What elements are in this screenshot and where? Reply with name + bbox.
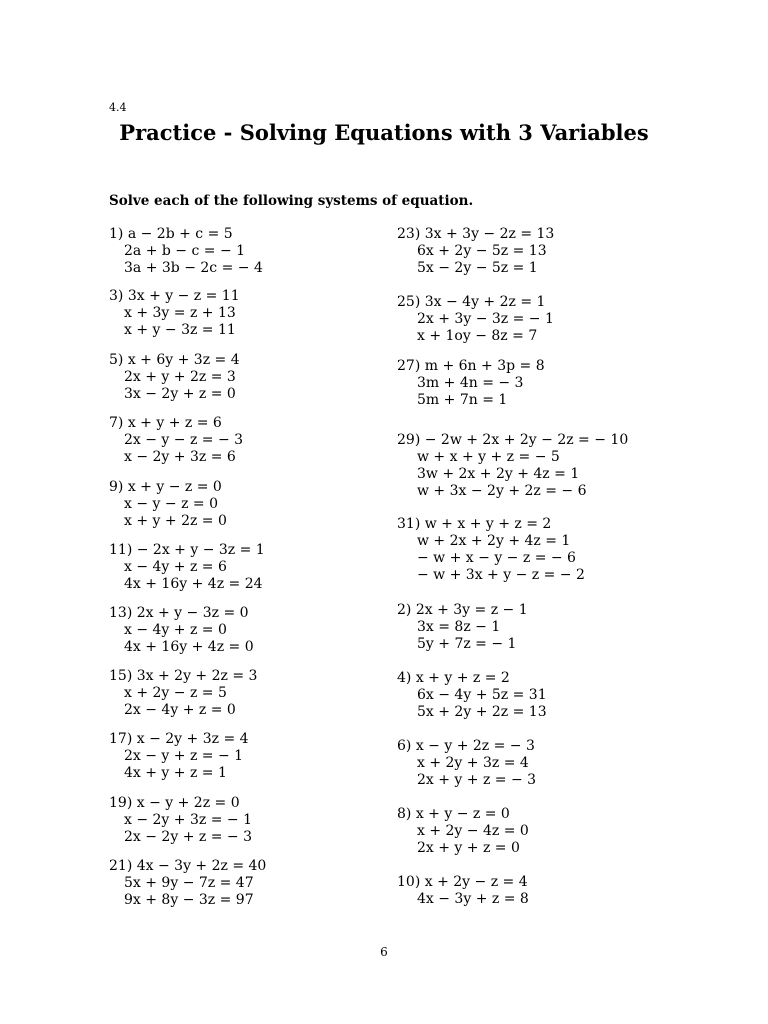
equation-line <box>397 772 717 789</box>
equation-line <box>109 305 429 322</box>
problem-number: 15) <box>109 668 133 684</box>
equation-line <box>397 823 717 840</box>
equation-text: 3x − 4y + 2z = 1 <box>424 294 546 310</box>
equation-line <box>109 288 429 305</box>
equation-line <box>397 516 717 533</box>
equation-line <box>397 891 717 908</box>
problem-29 <box>397 432 717 500</box>
equation-line <box>109 559 429 576</box>
equation-line <box>397 619 717 636</box>
equation-line <box>109 875 429 892</box>
equation-text: 2x + y + z = − 3 <box>417 772 537 788</box>
equation-text: 3w + 2x + 2y + 4z = 1 <box>417 466 580 482</box>
equation-line <box>109 702 429 719</box>
problem-number: 23) <box>397 226 421 242</box>
equation-line <box>109 432 429 449</box>
equation-line <box>109 639 429 656</box>
equation-text: 2x + y − 3z = 0 <box>136 605 249 621</box>
problem-15 <box>109 668 429 719</box>
problem-number: 11) <box>109 542 133 558</box>
equation-line <box>397 840 717 857</box>
problem-13 <box>109 605 429 656</box>
equation-text: − w + x − y − z = − 6 <box>417 550 576 566</box>
equation-text: − 2w + 2x + 2y − 2z = − 10 <box>424 432 629 448</box>
equation-line <box>397 226 717 243</box>
equation-text: 2x − 4y + z = 0 <box>124 702 236 718</box>
problem-number: 27) <box>397 358 421 374</box>
equation-line <box>397 874 717 891</box>
problem-8 <box>397 806 717 857</box>
equation-line <box>109 576 429 593</box>
equation-line <box>109 449 429 466</box>
equation-text: w + x + y + z = 2 <box>424 516 552 532</box>
problem-number: 25) <box>397 294 421 310</box>
equation-line <box>397 738 717 755</box>
equation-line <box>109 622 429 639</box>
problem-number: 17) <box>109 731 133 747</box>
equation-text: 4x − 3y + z = 8 <box>417 891 529 907</box>
problem-number: 29) <box>397 432 421 448</box>
equation-text: 5x + 2y + 2z = 13 <box>417 704 547 720</box>
equation-line <box>109 226 429 243</box>
problem-number: 1) <box>109 226 124 242</box>
equation-text: x + 2y + 3z = 4 <box>417 755 529 771</box>
equation-text: x − 2y + 3z = 6 <box>124 449 236 465</box>
equation-line <box>109 496 429 513</box>
equation-text: 2x + y + 2z = 3 <box>124 369 236 385</box>
equation-text: x + 1oy − 8z = 7 <box>417 328 538 344</box>
equation-line <box>109 369 429 386</box>
equation-text: 2x − 2y + z = − 3 <box>124 829 252 845</box>
equation-text: 2a + b − c = − 1 <box>124 243 246 259</box>
equation-text: x + y + z = 6 <box>127 415 222 431</box>
equation-text: x + 2y − 4z = 0 <box>417 823 529 839</box>
equation-line <box>397 567 717 584</box>
problem-number: 4) <box>397 670 412 686</box>
equation-text: a − 2b + c = 5 <box>127 226 233 242</box>
equation-line <box>397 755 717 772</box>
equation-text: x + y + 2z = 0 <box>124 513 227 529</box>
equation-text: − 2x + y − 3z = 1 <box>136 542 265 558</box>
equation-line <box>109 829 429 846</box>
equation-line <box>397 466 717 483</box>
problem-23 <box>397 226 717 277</box>
equation-text: x + 2y − z = 4 <box>424 874 528 890</box>
equation-text: x + y − 3z = 11 <box>124 322 236 338</box>
equation-text: x − y + 2z = 0 <box>136 795 240 811</box>
equation-text: x + y − z = 0 <box>127 479 222 495</box>
problem-number: 5) <box>109 352 124 368</box>
equation-line <box>397 243 717 260</box>
equation-line <box>397 260 717 277</box>
equation-line <box>397 311 717 328</box>
equation-text: 5x − 2y − 5z = 1 <box>417 260 538 276</box>
equation-line <box>397 392 717 409</box>
equation-text: 5m + 7n = 1 <box>417 392 508 408</box>
equation-line <box>109 812 429 829</box>
equation-line <box>109 386 429 403</box>
equation-text: x − 2y + 3z = 4 <box>136 731 249 747</box>
equation-line <box>109 542 429 559</box>
equation-line <box>109 243 429 260</box>
problem-number: 9) <box>109 479 124 495</box>
problem-21 <box>109 858 429 909</box>
equation-text: 3x + 2y + 2z = 3 <box>136 668 258 684</box>
equation-line <box>109 415 429 432</box>
problem-10 <box>397 874 717 908</box>
equation-line <box>397 483 717 500</box>
equation-text: 3a + 3b − 2c = − 4 <box>124 260 263 276</box>
equation-text: 3m + 4n = − 3 <box>417 375 524 391</box>
equation-line <box>397 449 717 466</box>
equation-line <box>109 605 429 622</box>
equation-line <box>109 795 429 812</box>
problem-number: 13) <box>109 605 133 621</box>
equation-line <box>109 479 429 496</box>
equation-line <box>109 858 429 875</box>
equation-text: 3x − 2y + z = 0 <box>124 386 236 402</box>
equation-text: 2x + y + z = 0 <box>417 840 520 856</box>
problem-5 <box>109 352 429 403</box>
equation-text: 3x + y − z = 11 <box>127 288 240 304</box>
equation-text: 4x + 16y + 4z = 0 <box>124 639 254 655</box>
equation-text: w + x + y + z = − 5 <box>417 449 560 465</box>
problem-number: 10) <box>397 874 421 890</box>
equation-text: x − 4y + z = 6 <box>124 559 227 575</box>
problem-1 <box>109 226 429 277</box>
problem-number: 19) <box>109 795 133 811</box>
equation-text: 4x − 3y + 2z = 40 <box>136 858 267 874</box>
equation-text: x − 4y + z = 0 <box>124 622 227 638</box>
equation-line <box>109 668 429 685</box>
equation-text: − w + 3x + y − z = − 2 <box>417 567 585 583</box>
equation-text: 2x − y − z = − 3 <box>124 432 244 448</box>
equation-line <box>109 765 429 782</box>
section-number: 4.4 <box>109 101 127 114</box>
problem-7 <box>109 415 429 466</box>
equation-line <box>397 533 717 550</box>
equation-line <box>109 892 429 909</box>
equation-line <box>109 260 429 277</box>
equation-line <box>397 328 717 345</box>
equation-line <box>109 513 429 530</box>
equation-text: 2x + 3y − 3z = − 1 <box>417 311 554 327</box>
equation-text: 5x + 9y − 7z = 47 <box>124 875 254 891</box>
problem-4 <box>397 670 717 721</box>
equation-text: x + 6y + 3z = 4 <box>127 352 240 368</box>
problem-number: 31) <box>397 516 421 532</box>
problem-6 <box>397 738 717 789</box>
equation-line <box>109 748 429 765</box>
problem-25 <box>397 294 717 345</box>
equation-text: 6x − 4y + 5z = 31 <box>417 687 547 703</box>
equation-text: x + 2y − z = 5 <box>124 685 227 701</box>
equation-line <box>397 704 717 721</box>
problem-31 <box>397 516 717 584</box>
problem-19 <box>109 795 429 846</box>
problem-number: 21) <box>109 858 133 874</box>
equation-line <box>397 358 717 375</box>
problem-11 <box>109 542 429 593</box>
equation-line <box>397 687 717 704</box>
equation-line <box>397 294 717 311</box>
equation-text: 6x + 2y − 5z = 13 <box>417 243 547 259</box>
equation-line <box>109 322 429 339</box>
problem-27 <box>397 358 717 409</box>
equation-text: x − y + 2z = − 3 <box>415 738 535 754</box>
problem-number: 6) <box>397 738 412 754</box>
equation-text: 2x + 3y = z − 1 <box>415 602 528 618</box>
problem-number: 3) <box>109 288 124 304</box>
equation-line <box>397 602 717 619</box>
equation-line <box>109 731 429 748</box>
equation-line <box>109 685 429 702</box>
page-title: Practice - Solving Equations with 3 Variables <box>119 120 649 145</box>
equation-text: x + 3y = z + 13 <box>124 305 236 321</box>
instructions: Solve each of the following systems of equation. <box>109 193 474 209</box>
equation-text: w + 3x − 2y + 2z = − 6 <box>417 483 587 499</box>
page-number: 6 <box>380 945 388 959</box>
problem-3 <box>109 288 429 339</box>
problem-17 <box>109 731 429 782</box>
equation-text: 4x + 16y + 4z = 24 <box>124 576 263 592</box>
equation-text: 2x − y + z = − 1 <box>124 748 244 764</box>
equation-text: 5y + 7z = − 1 <box>417 636 517 652</box>
equation-text: 4x + y + z = 1 <box>124 765 227 781</box>
equation-text: m + 6n + 3p = 8 <box>424 358 545 374</box>
problem-9 <box>109 479 429 530</box>
equation-text: 3x = 8z − 1 <box>417 619 501 635</box>
problem-number: 8) <box>397 806 412 822</box>
equation-line <box>109 352 429 369</box>
equation-line <box>397 432 717 449</box>
equation-text: w + 2x + 2y + 4z = 1 <box>417 533 571 549</box>
equation-text: 3x + 3y − 2z = 13 <box>424 226 555 242</box>
problem-2 <box>397 602 717 653</box>
equation-text: x − 2y + 3z = − 1 <box>124 812 252 828</box>
equation-text: 9x + 8y − 3z = 97 <box>124 892 254 908</box>
problem-number: 2) <box>397 602 412 618</box>
equation-text: x + y + z = 2 <box>415 670 510 686</box>
equation-text: x + y − z = 0 <box>415 806 510 822</box>
equation-line <box>397 550 717 567</box>
equation-line <box>397 806 717 823</box>
equation-text: x − y − z = 0 <box>124 496 218 512</box>
problem-number: 7) <box>109 415 124 431</box>
equation-line <box>397 375 717 392</box>
equation-line <box>397 636 717 653</box>
equation-line <box>397 670 717 687</box>
